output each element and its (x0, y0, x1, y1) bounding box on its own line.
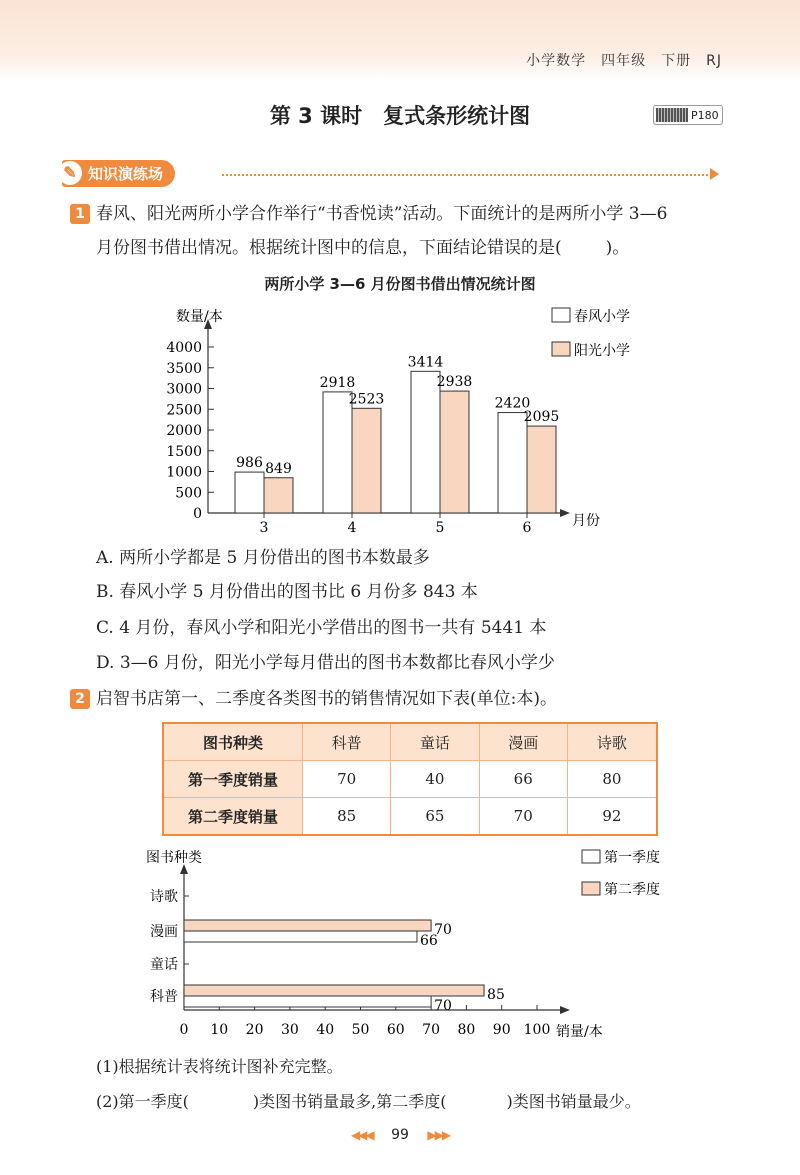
book-meta: 小学数学 四年级 下册 RJ (526, 53, 722, 69)
q2-sub2-b: )类图书销量最多,第二季度( (252, 1092, 447, 1111)
y-tick-label: 0 (193, 506, 202, 522)
table-cell: 65 (391, 798, 479, 836)
q2-sub2 (96, 1090, 641, 1114)
y-tick-label: 500 (175, 485, 202, 502)
chart1-title: 两所小学 3—6 月份图书借出情况统计图 (264, 275, 536, 293)
data-label: 986 (236, 455, 263, 472)
q2-sub2-a: (2)第一季度( (96, 1092, 189, 1111)
q1-stem-line2 (96, 236, 629, 260)
x-tick-label: 50 (351, 1022, 370, 1038)
q1-option-b[interactable]: B. 春风小学 5 月份借出的图书比 6 月份多 843 本 (96, 582, 478, 602)
q1-stem-line1: 春风、阳光两所小学合作举行“书香悦读”活动。下面统计的是两所小学 3—6 (96, 204, 668, 224)
y-tick-label: 1000 (166, 464, 202, 481)
pencil-icon: ✎ (58, 161, 82, 185)
sales-table (162, 722, 658, 836)
arrow-icon (710, 168, 719, 180)
answer-page-badge[interactable] (653, 105, 723, 125)
table-cell: 40 (391, 761, 479, 798)
legend-swatch (552, 308, 570, 322)
page-number: 99 (391, 1127, 409, 1143)
y-tick-label: 2000 (166, 423, 202, 439)
bar-chunfeng (411, 371, 440, 513)
table-cell: 70 (303, 761, 391, 798)
x-tick-label: 60 (386, 1022, 405, 1038)
x-tick-label: 40 (316, 1022, 335, 1038)
bar-q1 (184, 931, 417, 942)
legend-label: 第二季度 (604, 882, 660, 898)
legend-label: 阳光小学 (574, 343, 630, 359)
q2-sub1: (1)根据统计表将统计图补充完整。 (96, 1057, 343, 1076)
bar-q1 (184, 996, 431, 1007)
y-tick-label: 科普 (150, 989, 178, 1005)
data-label: 2918 (319, 374, 356, 391)
y-tick-label: 4000 (166, 340, 202, 356)
x-tick-label: 30 (280, 1022, 299, 1038)
table-header-cell: 童话 (391, 723, 479, 761)
data-label: 70 (434, 998, 452, 1014)
x-tick-label: 5 (435, 520, 445, 536)
x-axis-arrow (560, 509, 570, 517)
question-2-number: 2 (70, 689, 90, 709)
y-tick-label: 漫画 (150, 924, 178, 940)
table-cell: 80 (567, 761, 657, 798)
chart1-bar-chart (0, 295, 800, 555)
bar-yangguang (527, 426, 556, 513)
legend-label: 春风小学 (574, 309, 630, 325)
data-label: 2938 (436, 374, 473, 391)
bar-yangguang (440, 391, 469, 513)
bar-yangguang (264, 478, 293, 513)
bar-chunfeng (323, 392, 352, 513)
x-tick-label: 3 (259, 520, 269, 536)
q1-stem-line2-a: 月份图书借出情况。根据统计图中的信息，下面结论错误的是( (96, 238, 562, 258)
x-tick-label: 20 (245, 1022, 264, 1038)
legend-swatch (582, 850, 600, 863)
data-label: 2523 (348, 391, 385, 408)
page-footer (0, 1127, 800, 1143)
question-1-number: 1 (70, 204, 90, 224)
x-tick-label: 10 (210, 1022, 229, 1038)
answer-page-ref: P180 (691, 108, 719, 122)
bar-q2 (184, 985, 484, 996)
chart2-horizontal-bar-chart (0, 838, 800, 1053)
table-header-cell: 科普 (303, 723, 391, 761)
table-row (163, 798, 657, 836)
q1-option-d[interactable]: D. 3—6 月份，阳光小学每月借出的图书本数都比春风小学少 (96, 653, 555, 673)
y-axis-label: 数量/本 (176, 309, 223, 325)
data-label: 70 (434, 922, 452, 938)
section-label: 知识演练场 (62, 160, 175, 187)
q2-sub2-c: )类图书销量最少。 (506, 1092, 641, 1111)
section-divider (222, 174, 712, 176)
data-label: 85 (487, 987, 505, 1003)
bar-chunfeng (235, 472, 264, 513)
table-row (163, 761, 657, 798)
y-tick-label: 1500 (166, 443, 202, 460)
next-arrows-icon: ▶▶▶ (427, 1128, 450, 1142)
x-tick-label: 90 (492, 1022, 511, 1038)
table-header-row (163, 723, 657, 761)
data-label: 66 (419, 933, 438, 949)
legend-label: 第一季度 (604, 850, 660, 866)
x-tick-label: 70 (422, 1022, 441, 1038)
y-tick-label: 3000 (166, 381, 202, 398)
section-tag (62, 159, 175, 187)
legend-swatch (582, 882, 600, 895)
lesson-title: 第 3 课时 复式条形统计图 (269, 104, 531, 128)
q1-option-a[interactable]: A. 两所小学都是 5 月份借出的图书本数最多 (96, 548, 430, 568)
table-header-cell: 图书种类 (163, 723, 303, 761)
table-row-label: 第一季度销量 (163, 761, 303, 798)
y-tick-label: 诗歌 (150, 889, 178, 905)
y-tick-label: 3500 (166, 360, 202, 377)
prev-arrows-icon: ◀◀◀ (350, 1128, 373, 1142)
table-cell: 92 (567, 798, 657, 836)
table-row-label: 第二季度销量 (163, 798, 303, 836)
legend-swatch (552, 342, 570, 356)
data-label: 3414 (407, 354, 444, 371)
table-header-cell: 漫画 (479, 723, 567, 761)
bar-yangguang (352, 408, 381, 513)
qr-code-icon (656, 108, 688, 122)
bar-q2 (184, 920, 431, 931)
data-label: 849 (265, 460, 292, 477)
x-axis-arrow (560, 1006, 570, 1014)
table-header-cell: 诗歌 (567, 723, 657, 761)
x-axis-label: 月份 (572, 513, 600, 529)
y-tick-label: 童话 (150, 957, 178, 973)
data-label: 2095 (523, 409, 560, 426)
q2-stem: 启智书店第一、二季度各类图书的销售情况如下表(单位:本)。 (96, 689, 557, 709)
table-cell: 66 (479, 761, 567, 798)
y-tick-label: 2500 (166, 402, 202, 419)
y-axis-label: 图书种类 (146, 850, 202, 866)
q1-option-c[interactable]: C. 4 月份，春风小学和阳光小学借出的图书一共有 5441 本 (96, 618, 547, 638)
x-axis-label: 销量/本 (556, 1024, 603, 1040)
table-cell: 85 (303, 798, 391, 836)
x-tick-label: 4 (347, 520, 357, 536)
q1-stem-line2-b: )。 (605, 238, 630, 258)
x-tick-label: 6 (522, 520, 532, 536)
bar-chunfeng (498, 413, 527, 513)
x-tick-label: 0 (179, 1022, 189, 1038)
table-cell: 70 (479, 798, 567, 836)
x-tick-label: 100 (523, 1022, 551, 1038)
data-label: 2420 (494, 395, 531, 412)
x-tick-label: 80 (457, 1022, 476, 1038)
